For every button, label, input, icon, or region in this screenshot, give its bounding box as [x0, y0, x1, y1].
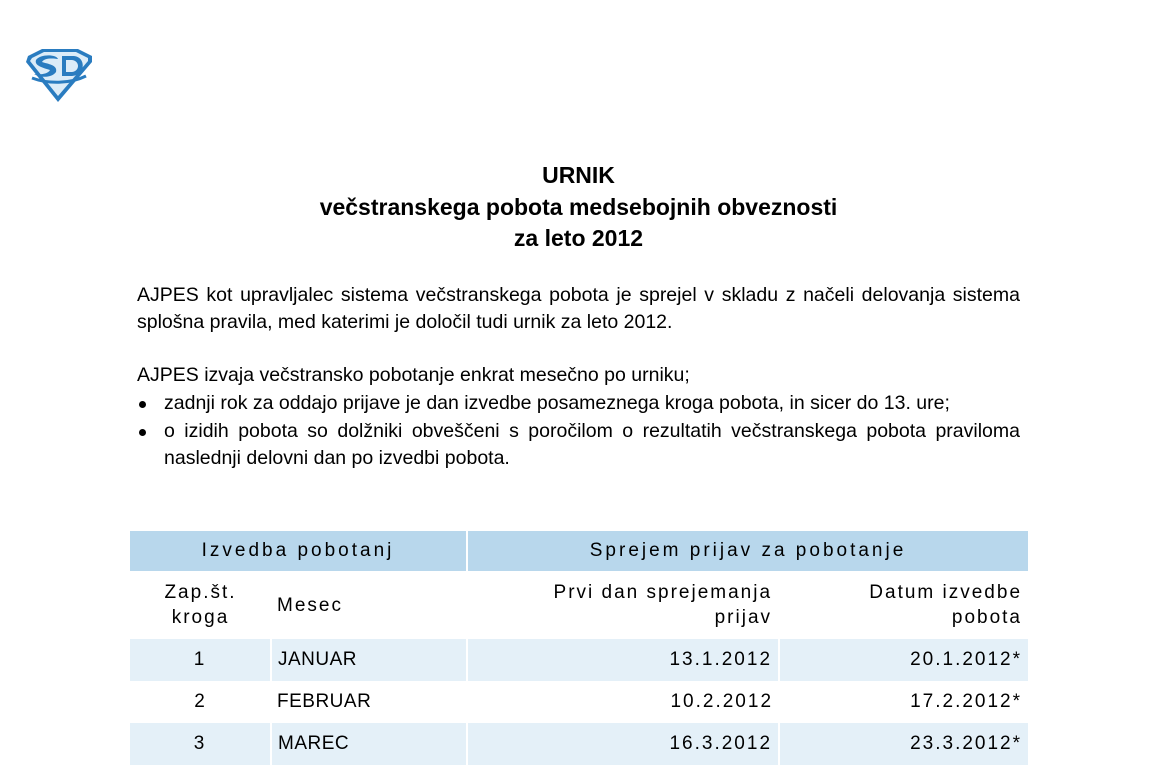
- cell-first-day: 13.1.2012: [467, 639, 779, 681]
- cell-round: 1: [130, 639, 271, 681]
- col-header-month: Mesec: [277, 594, 343, 616]
- schedule-paragraph: AJPES izvaja večstransko pobotanje enkrat mesečno po urniku;: [137, 364, 690, 386]
- table-row: [130, 723, 1028, 765]
- group-header-submission: Sprejem prijav za pobotanje: [467, 531, 1028, 571]
- intro-paragraph: AJPES kot upravljalec sistema večstranskega pobota je sprejel v skladu z načeli delovanja sistema splošna pravila, med katerimi je določil tudi urnik za leto 2012.: [137, 284, 1020, 333]
- schedule-table: [130, 531, 1028, 765]
- cell-round: 2: [194, 691, 207, 712]
- document-title: URNIK: [542, 162, 615, 188]
- bullet-icon: [139, 429, 146, 436]
- cell-date: 20.1.2012*: [779, 639, 1028, 681]
- col-header-first-day: Prvi dan sprejemanja prijav: [467, 571, 779, 639]
- document-year: za leto 2012: [513, 225, 644, 251]
- company-logo: [22, 48, 96, 104]
- group-header-execution: Izvedba pobotanj: [130, 531, 467, 571]
- cell-date: 23.3.2012*: [779, 723, 1028, 765]
- table-row: [130, 639, 1028, 681]
- list-item: o izidih pobota so dolžniki obveščeni s poročilom o rezultatih večstranskega pobota praviloma naslednji delovni dan po izvedbi pobota.: [137, 418, 1020, 472]
- rules-list: [137, 390, 1020, 472]
- table-column-header: [130, 571, 1028, 639]
- table-group-header: [130, 531, 1028, 571]
- bullet-icon: [139, 401, 146, 408]
- col-header-round: Zap.št. kroga: [164, 582, 237, 628]
- col-header-date: Datum izvedbe pobota: [779, 571, 1028, 639]
- table-row: [130, 681, 1028, 723]
- cell-first-day: 10.2.2012: [670, 691, 774, 712]
- cell-first-day: 16.3.2012: [467, 723, 779, 765]
- document-subtitle: večstranskega pobota medsebojnih obveznosti: [319, 194, 838, 220]
- cell-date: 17.2.2012*: [910, 691, 1023, 712]
- cell-round: 3: [130, 723, 271, 765]
- cell-month: FEBRUAR: [277, 691, 372, 712]
- cell-month: MAREC: [271, 723, 467, 765]
- cell-month: JANUAR: [271, 639, 467, 681]
- list-item: zadnji rok za oddajo prijave je dan izvedbe posameznega kroga pobota, in sicer do 13. ure;: [137, 390, 1020, 417]
